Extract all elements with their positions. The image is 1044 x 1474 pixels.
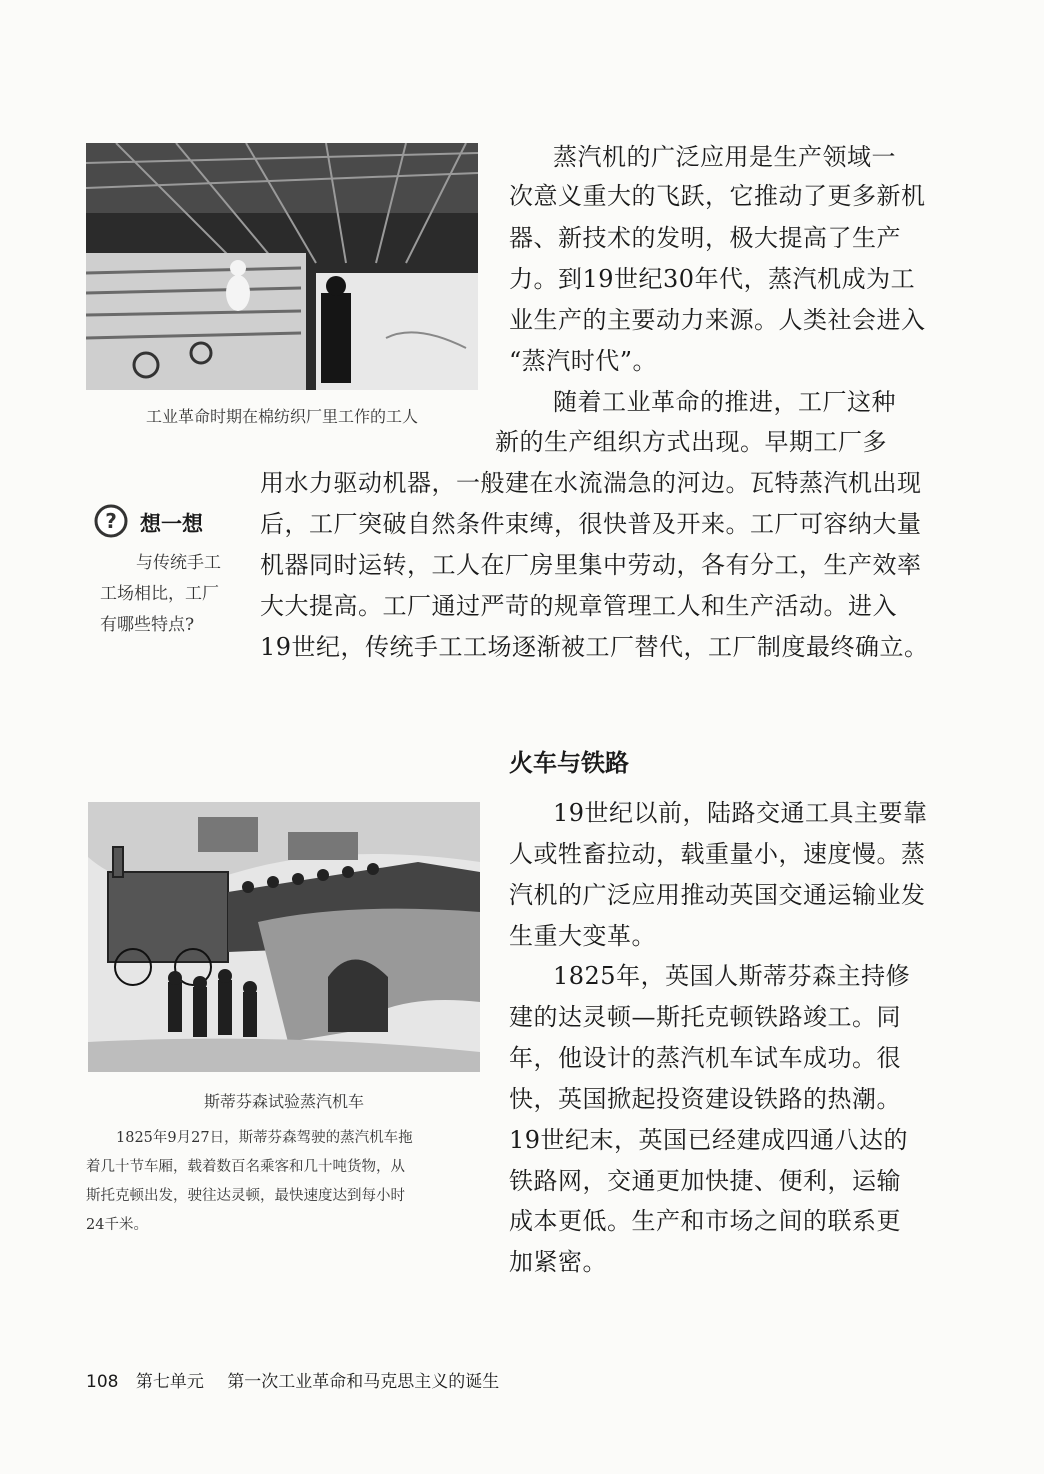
text-line: 新的生产组织方式出现。早期工厂多: [495, 428, 887, 456]
text-line: “蒸汽时代”。: [509, 347, 658, 375]
think-line: 工场相比，工厂: [100, 584, 219, 604]
section-heading: 火车与铁路: [509, 749, 629, 777]
text-line: 快，英国掀起投资建设铁路的热潮。: [509, 1085, 901, 1113]
text-line: 年，他设计的蒸汽机车试车成功。很: [509, 1044, 901, 1072]
unit-label: 第七单元: [135, 1372, 204, 1392]
think-title: 想一想: [140, 512, 203, 536]
think-question: [100, 548, 240, 641]
page-number: 108: [86, 1372, 119, 1392]
text-line: 铁路网，交通更加快捷、便利，运输: [509, 1167, 901, 1195]
text-line: 器、新技术的发明，极大提高了生产: [509, 224, 901, 252]
text-line: 19世纪，传统手工工场逐渐被工厂替代，工厂制度最终确立。: [260, 633, 929, 661]
text-line: 后，工厂突破自然条件束缚，很快普及开来。工厂可容纳大量: [260, 510, 922, 538]
text-line: 汽机的广泛应用推动英国交通运输业发: [509, 881, 926, 909]
figure-caption: 工业革命时期在棉纺织厂里工作的工人: [145, 407, 418, 426]
text-line: 建的达灵顿—斯托克顿铁路竣工。同: [509, 1003, 901, 1031]
cotton-mill-photo: [86, 143, 478, 390]
text-line: 1825年，英国人斯蒂芬森主持修: [553, 962, 911, 990]
description-line: 24千米。: [86, 1217, 148, 1233]
figure-caption: 斯蒂芬森试验蒸汽机车: [203, 1092, 364, 1111]
text-line: 随着工业革命的推进，工厂这种: [553, 388, 896, 416]
svg-text:?: ?: [105, 509, 117, 533]
text-line: 蒸汽机的广泛应用是生产领域一: [553, 143, 896, 171]
text-line: 成本更低。生产和市场之间的联系更: [509, 1207, 901, 1235]
text-line: 业生产的主要动力来源。人类社会进入: [509, 306, 926, 334]
text-line: 力。到19世纪30年代，蒸汽机成为工: [509, 265, 916, 293]
description-line: 1825年9月27日，斯蒂芬森驾驶的蒸汽机车拖: [116, 1130, 413, 1146]
unit-title: 第一次工业革命和马克思主义的诞生: [227, 1372, 500, 1392]
text-line: 次意义重大的飞跃，它推动了更多新机: [509, 182, 926, 210]
question-icon: [93, 503, 129, 539]
description-line: 斯托克顿出发，驶往达灵顿，最快速度达到每小时: [86, 1188, 405, 1204]
text-line: 机器同时运转，工人在厂房里集中劳动，各有分工，生产效率: [260, 551, 922, 579]
text-line: 生重大变革。: [509, 922, 656, 950]
figure-description: [86, 1124, 482, 1240]
page-footer: [86, 1367, 499, 1392]
text-line: 19世纪末，英国已经建成四通八达的: [509, 1126, 909, 1154]
locomotive-trial-illustration: [88, 802, 480, 1072]
text-line: 19世纪以前，陆路交通工具主要靠: [553, 799, 928, 827]
cotton-mill-illustration: [86, 143, 478, 390]
text-line: 用水力驱动机器，一般建在水流湍急的河边。瓦特蒸汽机出现: [260, 469, 922, 497]
text-line: 加紧密。: [509, 1248, 607, 1276]
text-line: 大大提高。工厂通过严苛的规章管理工人和生产活动。进入: [260, 592, 897, 620]
description-line: 着几十节车厢，载着数百名乘客和几十吨货物，从: [86, 1159, 405, 1175]
locomotive-engraving: [88, 802, 480, 1072]
text-line: 人或牲畜拉动，载重量小，速度慢。蒸: [509, 840, 926, 868]
think-line: 有哪些特点?: [100, 615, 195, 635]
think-line: 与传统手工: [136, 553, 221, 573]
